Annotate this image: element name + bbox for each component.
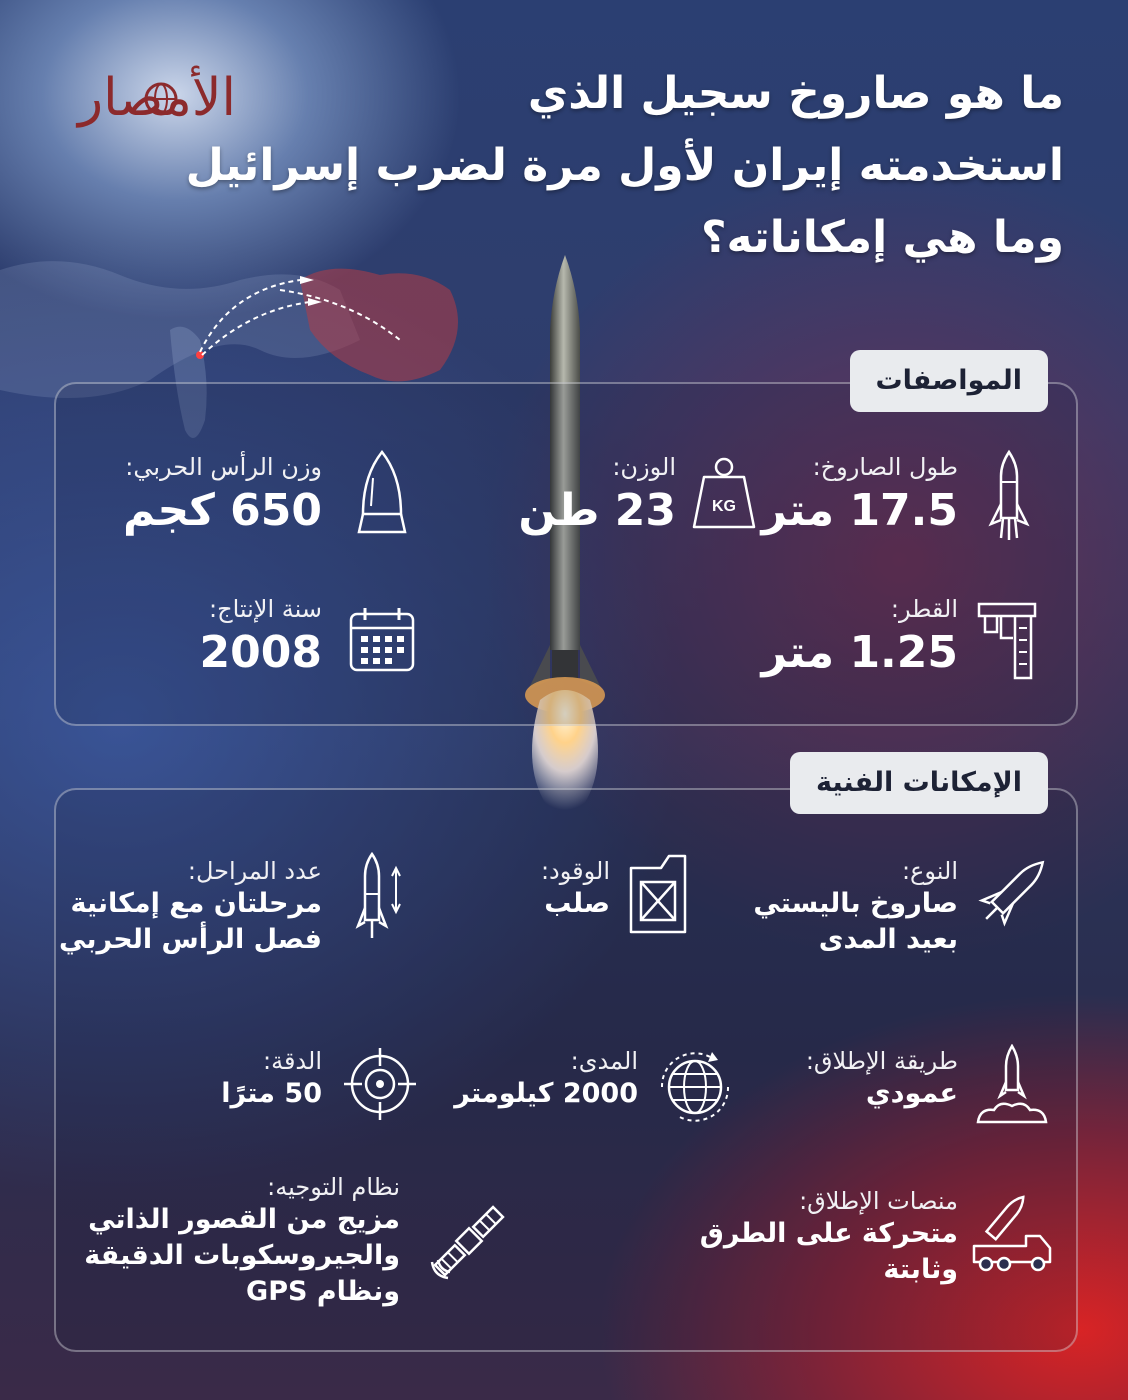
target-icon (342, 1046, 418, 1122)
ballistic-missile-icon (973, 850, 1053, 934)
page-title (185, 58, 1064, 274)
logo (52, 58, 262, 138)
cap-value-line: فصل الرأس الحربي (59, 924, 322, 955)
spec-label: وزن الرأس الحربي: (125, 453, 322, 481)
vertical-launch-icon (972, 1044, 1052, 1128)
spec-label: الوزن: (612, 453, 676, 481)
spec-label: القطر: (890, 595, 958, 623)
cap-label: الوقود: (540, 857, 610, 885)
spec-diameter (738, 594, 958, 682)
cap-guidance (60, 1172, 400, 1310)
spec-value: 17.5 متر (761, 485, 958, 536)
cap-launch-platforms (658, 1186, 958, 1288)
spec-label: سنة الإنتاج: (208, 595, 322, 623)
cap-value-line: 2000 كيلومتر (454, 1078, 638, 1109)
cap-label: عدد المراحل: (187, 857, 322, 885)
spec-value: 23 طن (518, 485, 676, 536)
cap-value-line: عمودي (865, 1078, 958, 1109)
cap-label: طريقة الإطلاق: (805, 1047, 958, 1075)
cap-value-line: مزيج من القصور الذاتي (88, 1204, 400, 1235)
cap-launch-method (738, 1046, 958, 1112)
caliper-icon (975, 598, 1041, 684)
satellite-icon (424, 1196, 514, 1286)
cap-label: الدقة: (262, 1047, 322, 1075)
specs-heading: المواصفات (850, 350, 1048, 412)
title-line: وما هي إمكاناته؟ (701, 212, 1064, 263)
cap-value-line: وثابتة (883, 1254, 958, 1285)
capabilities-heading: الإمكانات الفنية (790, 752, 1048, 814)
spec-value: 1.25 متر (761, 627, 958, 678)
spec-value: 650 كجم (123, 485, 322, 536)
spec-weight (506, 452, 676, 540)
calendar-icon (347, 604, 417, 674)
cap-type (718, 856, 958, 958)
spec-production-year (122, 594, 322, 682)
cap-value-line: ونظام GPS (246, 1276, 400, 1307)
cap-value-line: مرحلتان مع إمكانية (70, 888, 322, 919)
logo-text: الأمصار (77, 68, 236, 128)
fuel-can-icon (625, 852, 691, 936)
cap-value-line: والجيروسكوبات الدقيقة (84, 1240, 400, 1271)
spec-warhead-weight (92, 452, 322, 540)
warhead-icon (355, 448, 409, 540)
cap-fuel (490, 856, 610, 922)
weight-kg-icon (690, 455, 758, 533)
cap-value-line: 50 مترًا (221, 1078, 322, 1109)
cap-value-line: بعيد المدى (818, 924, 958, 955)
cap-stages (59, 856, 322, 958)
cap-label: النوع: (901, 857, 958, 885)
cap-label: المدى: (570, 1047, 638, 1075)
cap-value-line: صلب (544, 888, 610, 919)
cap-accuracy (122, 1046, 322, 1112)
cap-label: نظام التوجيه: (267, 1173, 400, 1201)
cap-value-line: متحركة على الطرق (699, 1218, 958, 1249)
launcher-truck-icon (970, 1190, 1054, 1274)
spec-length (738, 452, 958, 540)
title-line: ما هو صاروخ سجيل الذي (527, 68, 1064, 119)
globe-range-icon (652, 1044, 738, 1130)
cap-range (418, 1046, 638, 1112)
stages-icon (352, 850, 406, 942)
kg-text: KG (712, 498, 736, 515)
title-line: استخدمته إيران لأول مرة لضرب إسرائيل (185, 140, 1064, 191)
spec-value: 2008 (199, 627, 322, 678)
globe-logo-icon (144, 82, 178, 116)
missile-icon (985, 448, 1033, 544)
cap-label: منصات الإطلاق: (799, 1187, 958, 1215)
spec-label: طول الصاروخ: (812, 453, 958, 481)
cap-value-line: صاروخ باليستي (753, 888, 958, 919)
